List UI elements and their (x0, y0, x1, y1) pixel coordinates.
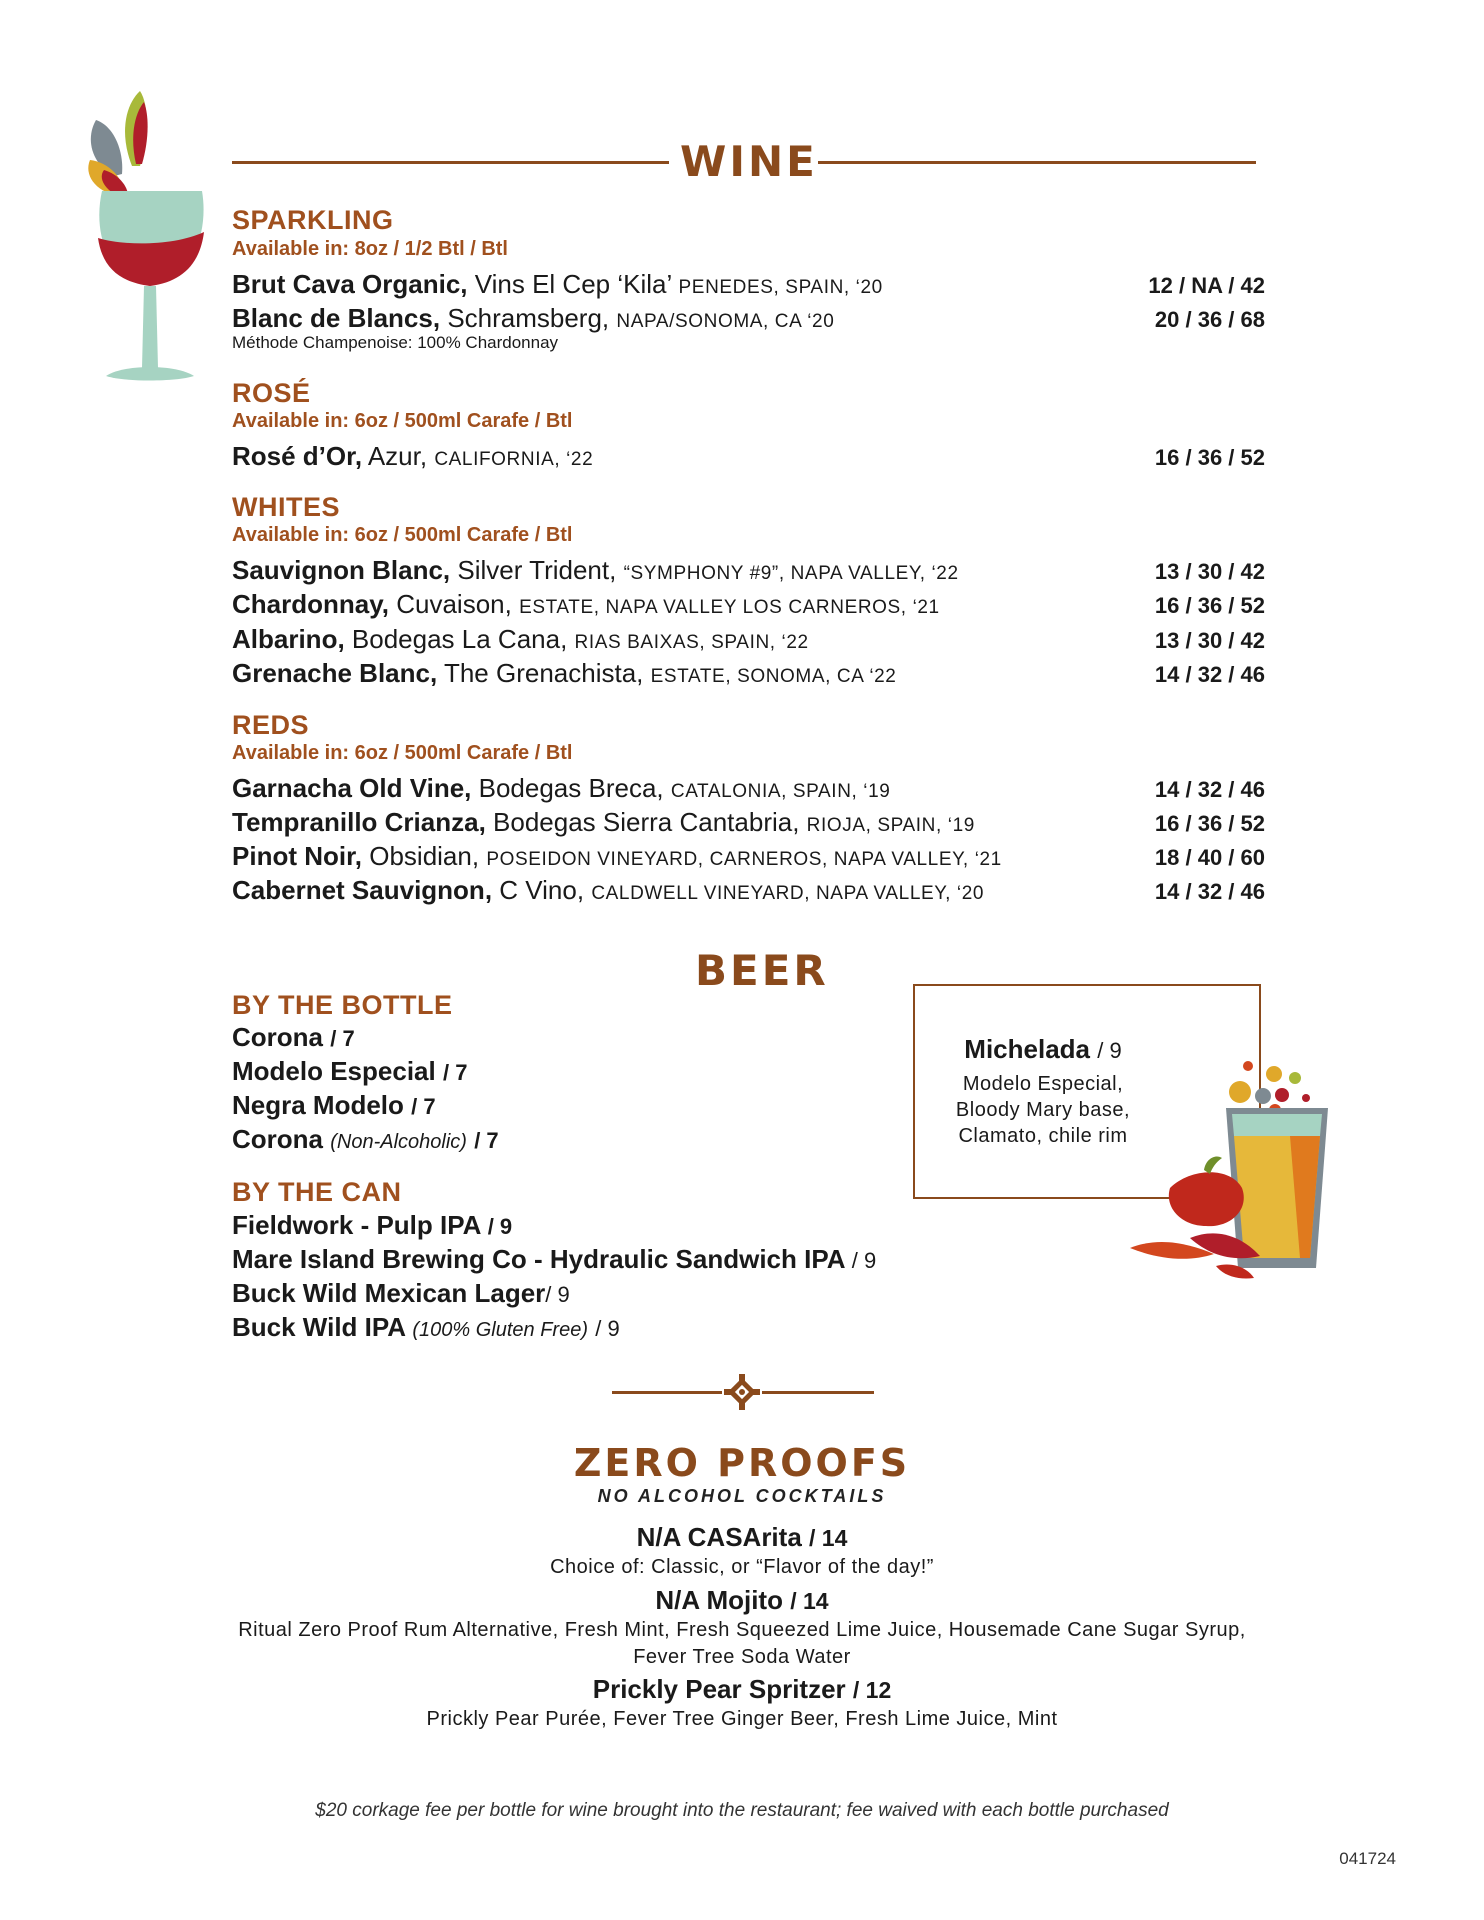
beer-bottle-item: Corona (Non-Alcoholic) / 7 (232, 1124, 499, 1154)
zero-item-prickly-pear: Prickly Pear Spritzer / 12 (592, 1674, 892, 1704)
wine-item-chardonnay: Chardonnay, Cuvaison, ESTATE, NAPA VALLEY LOS CARNEROS, ‘21 (232, 589, 940, 619)
whites-available: Available in: 6oz / 500ml Carafe / Btl (232, 524, 573, 546)
whites-heading: WHITES (232, 492, 340, 522)
wine-rule-right (818, 161, 1256, 164)
corkage-note: $20 corkage fee per bottle for wine brought into the restaurant; fee waived with each bottle purchased (315, 1800, 1169, 1821)
wine-item-pinot-noir: Pinot Noir, Obsidian, POSEIDON VINEYARD, CARNEROS, NAPA VALLEY, ‘21 (232, 841, 1002, 871)
beer-bottle-heading: BY THE BOTTLE (232, 990, 453, 1020)
zero-desc-mojito-2: Fever Tree Soda Water (633, 1646, 851, 1668)
wine-rule-left (232, 161, 669, 164)
zero-desc-prickly-pear: Prickly Pear Purée, Fever Tree Ginger Beer, Fresh Lime Juice, Mint (426, 1708, 1058, 1730)
beer-can-item: Buck Wild Mexican Lager/ 9 (232, 1278, 570, 1308)
rose-heading: ROSÉ (232, 378, 311, 408)
sparkling-heading: SPARKLING (232, 205, 394, 235)
wine-item-garnacha: Garnacha Old Vine, Bodegas Breca, CATALONIA, SPAIN, ‘19 (232, 773, 891, 803)
sparkling-available: Available in: 8oz / 1/2 Btl / Btl (232, 238, 508, 260)
menu-code: 041724 (1339, 1849, 1396, 1868)
wine-price-rose-dor: 16 / 36 / 52 (1154, 445, 1265, 470)
beer-can-item: Mare Island Brewing Co - Hydraulic Sandwich IPA / 9 (232, 1244, 877, 1274)
wine-item-cabernet: Cabernet Sauvignon, C Vino, CALDWELL VINEYARD, NAPA VALLEY, ‘20 (232, 875, 985, 905)
wine-price-cabernet: 14 / 32 / 46 (1154, 879, 1265, 904)
michelada-glass-icon (1130, 1058, 1330, 1303)
reds-available: Available in: 6oz / 500ml Carafe / Btl (232, 742, 573, 764)
wine-item-sauvignon-blanc: Sauvignon Blanc, Silver Trident, “SYMPHONY #9”, NAPA VALLEY, ‘22 (232, 555, 959, 585)
zero-item-casarita: N/A CASArita / 14 (636, 1522, 848, 1552)
beer-can-item: Buck Wild IPA (100% Gluten Free) / 9 (232, 1312, 620, 1342)
zero-proofs-subtitle: NO ALCOHOL COCKTAILS (597, 1486, 887, 1506)
wine-item-brut-cava: Brut Cava Organic, Vins El Cep ‘Kila’ PENEDES, SPAIN, ‘20 (232, 269, 883, 299)
wine-price-albarino: 13 / 30 / 42 (1154, 628, 1265, 653)
wine-price-garnacha: 14 / 32 / 46 (1154, 777, 1265, 802)
beer-bottle-item: Negra Modelo / 7 (232, 1090, 436, 1120)
wine-title: WINE (680, 137, 818, 186)
wine-price-blanc-de-blancs: 20 / 36 / 68 (1154, 307, 1265, 332)
wine-price-grenache-blanc: 14 / 32 / 46 (1154, 662, 1265, 687)
michelada-desc: Modelo Especial, Bloody Mary base, Clamato, chile rim (955, 1073, 1131, 1147)
ornament-rule-left (612, 1391, 722, 1394)
wine-price-sauvignon-blanc: 13 / 30 / 42 (1154, 559, 1265, 584)
beer-bottle-item: Modelo Especial / 7 (232, 1056, 468, 1086)
wine-price-tempranillo: 16 / 36 / 52 (1154, 811, 1265, 836)
beer-can-item: Fieldwork - Pulp IPA / 9 (232, 1210, 513, 1240)
wine-price-brut-cava: 12 / NA / 42 (1148, 273, 1265, 298)
wine-item-rose-dor: Rosé d’Or, Azur, CALIFORNIA, ‘22 (232, 441, 594, 471)
wine-item-albarino: Albarino, Bodegas La Cana, RIAS BAIXAS, SPAIN, ‘22 (232, 624, 809, 654)
ornament-rule-right (762, 1391, 874, 1394)
rose-available: Available in: 6oz / 500ml Carafe / Btl (232, 410, 573, 432)
wine-price-chardonnay: 16 / 36 / 52 (1154, 593, 1265, 618)
beer-can-heading: BY THE CAN (232, 1177, 402, 1207)
reds-heading: REDS (232, 710, 310, 740)
zero-item-mojito: N/A Mojito / 14 (655, 1585, 829, 1615)
wine-glass-icon (84, 86, 214, 386)
wine-note-blanc-de-blancs: Méthode Champenoise: 100% Chardonnay (232, 333, 559, 352)
beer-bottle-item: Corona / 7 (232, 1022, 355, 1052)
beer-title: BEER (695, 946, 829, 995)
zero-proofs-title: ZERO PROOFS (573, 1441, 911, 1485)
zero-desc-mojito: Ritual Zero Proof Rum Alternative, Fresh Mint, Fresh Squeezed Lime Juice, Housemade Cane Sugar Syrup, (238, 1619, 1246, 1641)
michelada-title: Michelada / 9 (964, 1034, 1122, 1064)
wine-item-tempranillo: Tempranillo Crianza, Bodegas Sierra Cantabria, RIOJA, SPAIN, ‘19 (232, 807, 975, 837)
wine-item-grenache-blanc: Grenache Blanc, The Grenachista, ESTATE, SONOMA, CA ‘22 (232, 658, 897, 688)
wine-item-blanc-de-blancs: Blanc de Blancs, Schramsberg, NAPA/SONOMA, CA ‘20 (232, 303, 835, 333)
ornament-icon (722, 1372, 762, 1412)
wine-price-pinot-noir: 18 / 40 / 60 (1154, 845, 1265, 870)
zero-desc-casarita: Choice of: Classic, or “Flavor of the day!” (550, 1556, 934, 1578)
